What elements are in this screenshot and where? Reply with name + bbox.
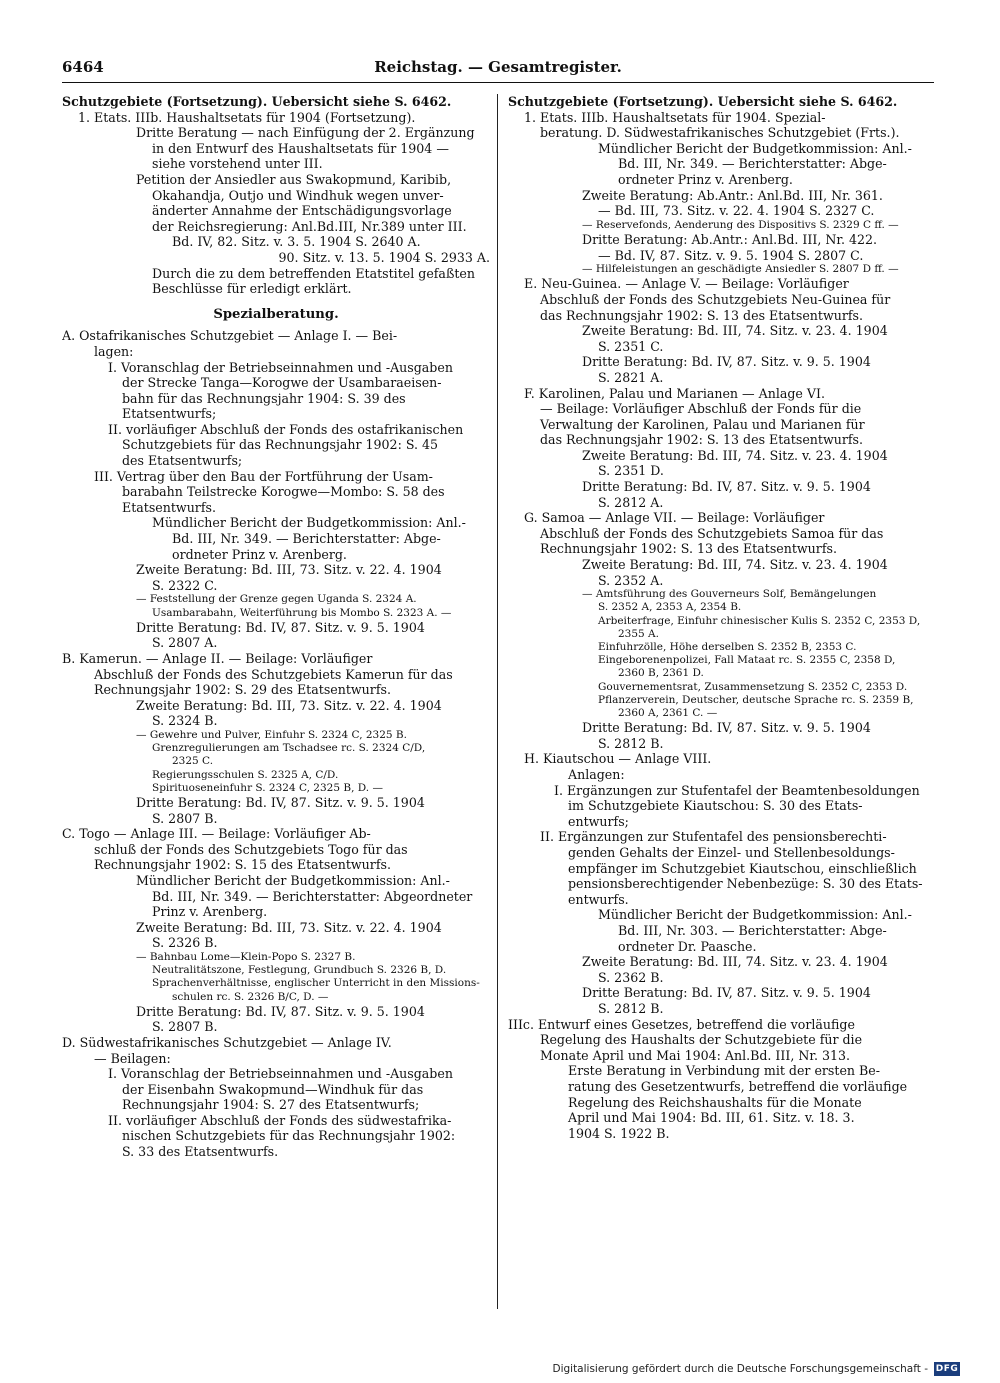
left-column-line: I. Voranschlag der Betriebseinnahmen und -Ausgaben xyxy=(108,359,453,375)
left-column-line: A. Ostafrikanisches Schutzgebiet — Anlage I. — Bei- xyxy=(62,328,398,344)
left-column-line: S. 2326 B. xyxy=(152,935,218,951)
left-column-line: Zweite Beratung: Bd. III, 73. Sitz. v. 22. 4. 1904 xyxy=(136,697,442,713)
right-column-line: — Reservefonds, Aenderung des Dispositivs S. 2329 C ff. — xyxy=(582,218,899,231)
left-column-line: schluß der Fonds des Schutzgebiets Togo für das xyxy=(94,841,408,857)
footer-credit: Digitalisierung gefördert durch die Deutsche Forschungsgemeinschaft - xyxy=(552,1363,928,1375)
right-column-line: Gouvernementsrat, Zusammensetzung S. 2352 C, 2353 D. xyxy=(598,680,908,693)
left-column-line: des Etatsentwurfs; xyxy=(122,453,243,469)
footer xyxy=(552,1362,960,1376)
left-column-line: II. vorläufiger Abschluß der Fonds des südwestafrika- xyxy=(108,1112,452,1128)
right-column-line: empfänger im Schutzgebiet Kiautschou, einschließlich xyxy=(568,860,917,876)
right-column-line: Regelung des Haushalts der Schutzgebiete für die xyxy=(540,1032,863,1048)
left-column-line: der Eisenbahn Swakopmund—Windhuk für das xyxy=(122,1081,424,1097)
right-column-line: ordneter Prinz v. Arenberg. xyxy=(618,171,793,187)
left-column-line: Spirituoseneinfuhr S. 2324 C, 2325 B, D. — xyxy=(152,781,383,794)
right-column-line: Mündlicher Bericht der Budgetkommission: Anl.- xyxy=(598,140,912,156)
right-column-line: im Schutzgebiete Kiautschou: S. 30 des Etats- xyxy=(568,798,863,814)
right-column-line: Zweite Beratung: Bd. III, 74. Sitz. v. 23. 4. 1904 xyxy=(582,323,888,339)
left-column-line: — Bahnbau Lome—Klein-Popo S. 2327 B. xyxy=(136,950,356,963)
left-column-line: Zweite Beratung: Bd. III, 73. Sitz. v. 22. 4. 1904 xyxy=(136,919,442,935)
right-column-line: Zweite Beratung: Bd. III, 74. Sitz. v. 23. 4. 1904 xyxy=(582,447,888,463)
left-column-line: 2325 C. xyxy=(172,755,214,768)
right-column-line: pensionsberechtigender Nebenbezüge: S. 30 des Etats- xyxy=(568,876,923,892)
right-column-line: Abschluß der Fonds des Schutzgebiets Samoa für das xyxy=(540,525,884,541)
right-column-line: E. Neu-Guinea. — Anlage V. — Beilage: Vorläufiger xyxy=(524,276,849,292)
left-column-line: lagen: xyxy=(94,343,134,359)
right-column-line: IIIc. Entwurf eines Gesetzes, betreffend die vorläufige xyxy=(508,1016,855,1032)
right-column-line: Abschluß der Fonds des Schutzgebiets Neu-Guinea für xyxy=(540,291,891,307)
left-column-line: der Reichsregierung: Anl.Bd.III, Nr.389 unter III. xyxy=(152,218,467,234)
right-column-line: Pflanzerverein, Deutscher, deutsche Sprache rc. S. 2359 B, xyxy=(598,693,914,706)
left-column-line: Schutzgebiete (Fortsetzung). Uebersicht siehe S. 6462. xyxy=(62,94,452,109)
right-column-line: S. 2352 A. xyxy=(598,572,664,588)
right-column-line: 1. Etats. IIIb. Haushaltsetats für 1904. Spezial- xyxy=(524,109,826,125)
right-column-line: — Hilfeleistungen an geschädigte Ansiedler S. 2807 D ff. — xyxy=(582,263,899,276)
left-column-line: ordneter Prinz v. Arenberg. xyxy=(172,546,347,562)
right-column-line: S. 2812 B. xyxy=(598,735,664,751)
left-column-line: 90. Sitz. v. 13. 5. 1904 S. 2933 A. xyxy=(278,249,490,265)
left-column-line: Etatsentwurfs. xyxy=(122,499,216,515)
right-column-line: S. 2351 C. xyxy=(598,338,664,354)
left-column-line: siehe vorstehend unter III. xyxy=(152,156,323,172)
left-column-line: III. Vertrag über den Bau der Fortführung der Usam- xyxy=(94,468,433,484)
right-column-line: Bd. III, Nr. 349. — Berichterstatter: Abge- xyxy=(618,156,887,172)
right-column-line: 1904 S. 1922 B. xyxy=(568,1125,670,1141)
left-column-line: barabahn Teilstrecke Korogwe—Mombo: S. 58 des xyxy=(122,484,445,500)
left-column-line: Dritte Beratung: Bd. IV, 87. Sitz. v. 9. 5. 1904 xyxy=(136,794,425,810)
right-column-line: das Rechnungsjahr 1902: S. 13 des Etatsentwurfs. xyxy=(540,432,863,448)
left-column-line: Neutralitätszone, Festlegung, Grundbuch S. 2326 B, D. xyxy=(152,964,447,977)
left-column-line: Regierungsschulen S. 2325 A, C/D. xyxy=(152,768,339,781)
right-column-line: F. Karolinen, Palau und Marianen — Anlage VI. xyxy=(524,385,825,401)
left-column-line: Grenzregulierungen am Tschadsee rc. S. 2324 C/D, xyxy=(152,742,426,755)
right-column-line: — Amtsführung des Gouverneurs Solf, Bemängelungen xyxy=(582,588,877,601)
right-column-line: 2360 A, 2361 C. — xyxy=(618,707,718,720)
right-column-line: S. 2352 A, 2353 A, 2354 B. xyxy=(598,601,742,614)
left-column-line: Rechnungsjahr 1902: S. 15 des Etatsentwurfs. xyxy=(94,857,391,873)
right-column-line: S. 2351 D. xyxy=(598,463,664,479)
right-column-line: das Rechnungsjahr 1902: S. 13 des Etatsentwurfs. xyxy=(540,307,863,323)
left-column-line: in den Entwurf des Haushaltsetats für 1904 — xyxy=(152,140,449,156)
right-column-line: Dritte Beratung: Bd. IV, 87. Sitz. v. 9. 5. 1904 xyxy=(582,479,871,495)
left-column-line: C. Togo — Anlage III. — Beilage: Vorläufiger Ab- xyxy=(62,826,371,842)
right-column xyxy=(508,94,936,1141)
left-column-line: Bd. IV, 82. Sitz. v. 3. 5. 1904 S. 2640 A. xyxy=(172,234,421,250)
left-column-line: Bd. III, Nr. 349. — Berichterstatter: Abgeordneter xyxy=(152,888,473,904)
right-column-line: entwurfs; xyxy=(568,813,629,829)
left-column-line: II. vorläufiger Abschluß der Fonds des ostafrikanischen xyxy=(108,421,464,437)
left-column-line: Mündlicher Bericht der Budgetkommission: Anl.- xyxy=(152,515,466,531)
right-column-line: G. Samoa — Anlage VII. — Beilage: Vorläufiger xyxy=(524,510,825,526)
left-column-line: Okahandja, Outjo und Windhuk wegen unver- xyxy=(152,187,444,203)
right-column-line: Eingeborenenpolizei, Fall Mataat rc. S. 2355 C, 2358 D, xyxy=(598,654,896,667)
right-column-line: April und Mai 1904: Bd. III, 61. Sitz. v. 18. 3. xyxy=(568,1110,855,1126)
left-column-line: S. 2324 B. xyxy=(152,713,218,729)
right-column-line: — Bd. III, 73. Sitz. v. 22. 4. 1904 S. 2327 C. xyxy=(598,203,875,219)
right-column-line: Verwaltung der Karolinen, Palau und Marianen für xyxy=(540,416,865,432)
left-column-line: S. 2807 A. xyxy=(152,635,218,651)
left-column-line: — Beilagen: xyxy=(94,1050,171,1066)
right-column-line: Monate April und Mai 1904: Anl.Bd. III, Nr. 313. xyxy=(540,1047,851,1063)
left-column-line: Prinz v. Arenberg. xyxy=(152,904,268,920)
left-column-line: 1. Etats. IIIb. Haushaltsetats für 1904 (Fortsetzung). xyxy=(78,109,416,125)
right-column-line: ratung des Gesetzentwurfs, betreffend die vorläufige xyxy=(568,1078,908,1094)
right-column-line: — Bd. IV, 87. Sitz. v. 9. 5. 1904 S. 2807 C. xyxy=(598,247,864,263)
header-rule xyxy=(62,82,934,83)
left-column-line: S. 2807 B. xyxy=(152,1019,218,1035)
right-column-line: S. 2812 B. xyxy=(598,1000,664,1016)
left-column-line: Schutzgebiets für das Rechnungsjahr 1902: S. 45 xyxy=(122,437,439,453)
right-column-line: Erste Beratung in Verbindung mit der ersten Be- xyxy=(568,1063,880,1079)
left-column-line: I. Voranschlag der Betriebseinnahmen und -Ausgaben xyxy=(108,1066,453,1082)
left-column-line: — Feststellung der Grenze gegen Uganda S. 2324 A. xyxy=(136,593,417,606)
left-column-line: Petition der Ansiedler aus Swakopmund, Karibib, xyxy=(136,171,452,187)
left-column-line: — Gewehre und Pulver, Einfuhr S. 2324 C, 2325 B. xyxy=(136,728,407,741)
left-column-line: Durch die zu dem betreffenden Etatstitel gefaßten xyxy=(152,265,475,281)
dfg-logo: DFG xyxy=(935,1364,959,1374)
right-column-line: Zweite Beratung: Ab.Antr.: Anl.Bd. III, Nr. 361. xyxy=(582,187,883,203)
right-column-line: Arbeiterfrage, Einfuhr chinesischer Kulis S. 2352 C, 2353 D, xyxy=(598,614,921,627)
right-column-line: entwurfs. xyxy=(568,891,629,907)
right-column-line: II. Ergänzungen zur Stufentafel des pensionsberechti- xyxy=(540,829,887,845)
right-column-line: genden Gehalts der Einzel- und Stellenbesoldungs- xyxy=(568,845,895,860)
right-column-line: Anlagen: xyxy=(568,767,625,783)
left-column-line: änderter Annahme der Entschädigungsvorlage xyxy=(152,203,452,219)
column-divider xyxy=(497,94,498,1309)
right-column-line: Einfuhrzölle, Höhe derselben S. 2352 B, 2353 C. xyxy=(598,641,857,654)
right-column-line: Dritte Beratung: Bd. IV, 87. Sitz. v. 9. 5. 1904 xyxy=(582,720,871,736)
page-number: 6464 xyxy=(62,58,104,76)
right-column-line: Regelung des Reichshaushalts für die Monate xyxy=(568,1094,862,1110)
right-column-line: S. 2812 A. xyxy=(598,494,664,510)
right-column-line: 2355 A. xyxy=(618,627,659,640)
right-column-line: I. Ergänzungen zur Stufentafel der Beamtenbesoldungen xyxy=(554,782,920,798)
right-column-line: Dritte Beratung: Bd. IV, 87. Sitz. v. 9. 5. 1904 xyxy=(582,985,871,1001)
right-column-line: S. 2821 A. xyxy=(598,369,664,385)
right-column-line: H. Kiautschou — Anlage VIII. xyxy=(524,751,712,767)
left-column-line: Zweite Beratung: Bd. III, 73. Sitz. v. 22. 4. 1904 xyxy=(136,562,442,578)
right-column-line: Rechnungsjahr 1902: S. 13 des Etatsentwurfs. xyxy=(540,541,837,557)
left-column-line: schulen rc. S. 2326 B/C, D. — xyxy=(172,990,329,1003)
right-column-line: Bd. III, Nr. 303. — Berichterstatter: Abge- xyxy=(618,922,887,938)
left-column-line: D. Südwestafrikanisches Schutzgebiet — Anlage IV. xyxy=(62,1034,392,1050)
left-column-line: Dritte Beratung: Bd. IV, 87. Sitz. v. 9. 5. 1904 xyxy=(136,1003,425,1019)
left-column-line: Usambarabahn, Weiterführung bis Mombo S. 2323 A. — xyxy=(152,606,452,619)
left-column-line: der Strecke Tanga—Korogwe der Usambaraeisen- xyxy=(122,375,442,391)
left-column-line: Rechnungsjahr 1902: S. 29 des Etatsentwurfs. xyxy=(94,682,391,698)
left-column-line: Rechnungsjahr 1904: S. 27 des Etatsentwurfs; xyxy=(122,1097,420,1113)
left-column-line: Abschluß der Fonds des Schutzgebiets Kamerun für das xyxy=(94,666,453,682)
left-column-line: Dritte Beratung — nach Einfügung der 2. Ergänzung xyxy=(136,125,475,141)
page-title: Reichstag. — Gesamtregister. xyxy=(374,58,622,76)
right-column-line: — Beilage: Vorläufiger Abschluß der Fonds für die xyxy=(540,401,862,417)
left-column-line: Mündlicher Bericht der Budgetkommission: Anl.- xyxy=(136,872,450,888)
left-column-line: nischen Schutzgebiets für das Rechnungsjahr 1902: xyxy=(122,1128,456,1144)
right-column-line: Mündlicher Bericht der Budgetkommission: Anl.- xyxy=(598,907,912,923)
page-header xyxy=(62,54,934,80)
left-column-line: bahn für das Rechnungsjahr 1904: S. 39 des xyxy=(122,390,406,406)
left-column-line: Dritte Beratung: Bd. IV, 87. Sitz. v. 9. 5. 1904 xyxy=(136,619,425,635)
right-column-line: 2360 B, 2361 D. xyxy=(618,667,704,680)
left-column-line: Etatsentwurfs; xyxy=(122,406,217,422)
right-column-line: Dritte Beratung: Bd. IV, 87. Sitz. v. 9. 5. 1904 xyxy=(582,354,871,370)
right-column-line: Schutzgebiete (Fortsetzung). Uebersicht siehe S. 6462. xyxy=(508,94,898,109)
right-column-line: beratung. D. Südwestafrikanisches Schutzgebiet (Frts.). xyxy=(540,125,900,141)
right-column-line: S. 2362 B. xyxy=(598,969,664,985)
right-column-line: Zweite Beratung: Bd. III, 74. Sitz. v. 23. 4. 1904 xyxy=(582,954,888,970)
right-column-line: Dritte Beratung: Ab.Antr.: Anl.Bd. III, Nr. 422. xyxy=(582,231,878,247)
left-column-line: S. 2807 B. xyxy=(152,810,218,826)
left-column-line: S. 33 des Etatsentwurfs. xyxy=(122,1144,279,1160)
left-column-line: Spezialberatung. xyxy=(213,306,339,322)
left-column xyxy=(62,94,490,1160)
left-column-line: Bd. III, Nr. 349. — Berichterstatter: Abge- xyxy=(172,531,441,547)
left-column-line: B. Kamerun. — Anlage II. — Beilage: Vorläufiger xyxy=(62,651,373,666)
left-column-line: Beschlüsse für erledigt erklärt. xyxy=(152,281,352,297)
right-column-line: ordneter Dr. Paasche. xyxy=(618,938,757,954)
left-column-line: S. 2322 C. xyxy=(152,577,218,593)
right-column-line: Zweite Beratung: Bd. III, 74. Sitz. v. 23. 4. 1904 xyxy=(582,557,888,573)
left-column-line: Sprachenverhältnisse, englischer Unterricht in den Missions- xyxy=(152,977,480,990)
